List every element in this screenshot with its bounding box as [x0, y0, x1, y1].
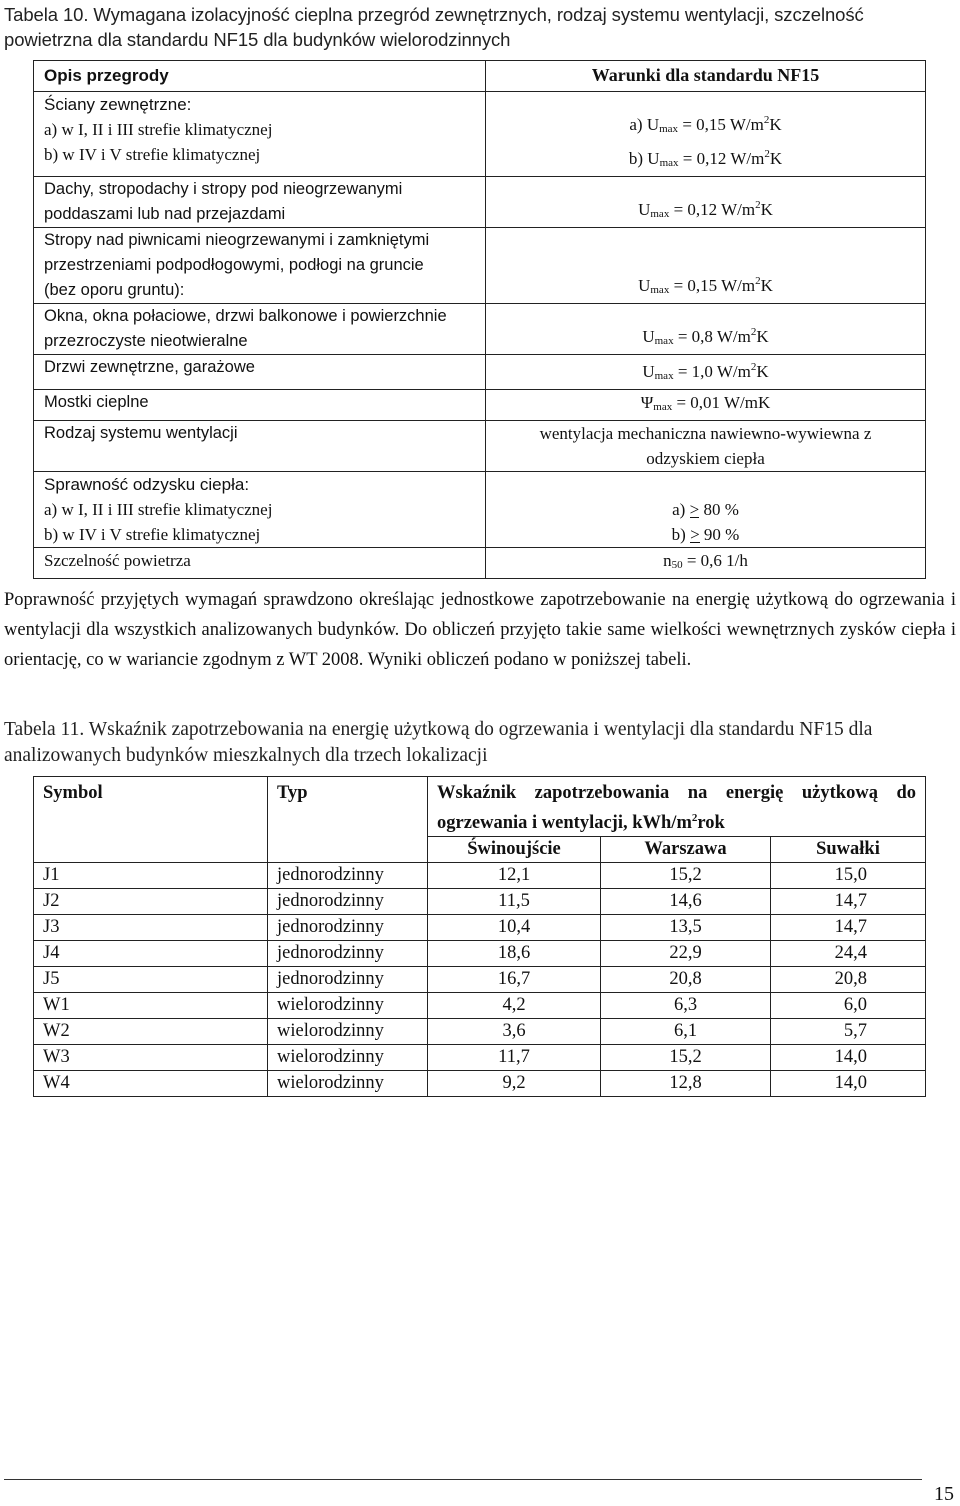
table11-row	[34, 1071, 926, 1097]
row-condition	[486, 304, 926, 355]
row-description	[34, 421, 486, 472]
row-symbol: W3	[34, 1045, 268, 1071]
header-indicator	[428, 777, 926, 837]
table11-caption: Tabela 11. Wskaźnik zapotrzebowania na energię użytkową do ogrzewania i wentylacji dla standardu NF15 dla analizowanych budynków mieszkalnych dla trzech lokalizacji	[4, 719, 873, 766]
value-subscript: max	[653, 401, 673, 413]
row-value: 15,2	[601, 863, 771, 889]
recovery-value	[496, 522, 915, 547]
condition-value	[496, 390, 915, 420]
value-main: = 0,8 W/m	[673, 327, 751, 346]
location-header: Warszawa	[601, 837, 771, 863]
table10-caption: Tabela 10. Wymagana izolacyjność cieplna przegród zewnętrznych, rodzaj systemu wentylacji, szczelność powietrzna dla standardu NF15 dla budynków wielorodzinnych	[4, 4, 864, 50]
description-line: b) w IV i V strefie klimatycznej	[44, 145, 261, 164]
description-line: Okna, okna połaciowe, drzwi balkonowe i powierzchnie	[44, 307, 447, 325]
row-value: 12,8	[601, 1071, 771, 1097]
indicator-superscript: 2	[691, 812, 698, 824]
row-value: 12,1	[428, 863, 601, 889]
table10-row	[34, 92, 926, 177]
value-main: = 1,0 W/m	[673, 362, 751, 381]
header-opis-przegrody: Opis przegrody	[34, 61, 486, 92]
row-symbol: J3	[34, 915, 268, 941]
table11-row	[34, 915, 926, 941]
condition-value	[496, 548, 915, 578]
row-value: 6,1	[601, 1019, 771, 1045]
value-unit: K	[760, 276, 773, 295]
row-description	[34, 92, 486, 177]
table11-row	[34, 1019, 926, 1045]
row-typ: jednorodzinny	[268, 941, 428, 967]
description-line: Dachy, stropodachy i stropy pod nieogrzewanymi	[44, 180, 403, 198]
row-symbol: J2	[34, 889, 268, 915]
row-description	[34, 177, 486, 228]
footer-rule	[4, 1479, 922, 1480]
value-main: = 0,12 W/m	[678, 149, 765, 168]
description-line: a) w I, II i III strefie klimatycznej	[44, 120, 273, 139]
row-value: 14,0	[771, 1045, 926, 1071]
row-typ: wielorodzinny	[268, 1071, 428, 1097]
page-number: 15	[934, 1483, 954, 1505]
table11-row	[34, 863, 926, 889]
table11-row	[34, 993, 926, 1019]
ventilation-type: odzyskiem ciepła	[646, 449, 765, 468]
value-prefix: U	[638, 276, 651, 295]
table10-row	[34, 355, 926, 390]
row-value: 9,2	[428, 1071, 601, 1097]
row-typ: wielorodzinny	[268, 1045, 428, 1071]
description-line: przezroczyste nieotwieralne	[44, 332, 248, 350]
value-prefix: a) U	[629, 115, 660, 134]
location-header: Świnoujście	[428, 837, 601, 863]
recovery-percent: 80 %	[699, 500, 739, 519]
value-main: = 0,15 W/m	[678, 115, 764, 134]
row-value: 4,2	[428, 993, 601, 1019]
row-condition	[486, 548, 926, 579]
row-value: 16,7	[428, 967, 601, 993]
value-superscript: 2	[755, 199, 761, 211]
value-main: = 0,12 W/m	[669, 200, 756, 219]
row-typ: jednorodzinny	[268, 967, 428, 993]
row-typ: jednorodzinny	[268, 863, 428, 889]
row-symbol: J4	[34, 941, 268, 967]
row-value: 18,6	[428, 941, 601, 967]
row-value: 11,7	[428, 1045, 601, 1071]
description-line: Szczelność powietrza	[44, 551, 191, 570]
description-line: Stropy nad piwnicami nieogrzewanymi i zamkniętymi	[44, 231, 430, 249]
value-unit: K	[760, 200, 773, 219]
row-symbol: W1	[34, 993, 268, 1019]
table10-row	[34, 421, 926, 472]
table11	[33, 776, 926, 1097]
description-line: Ściany zewnętrzne:	[44, 95, 192, 114]
value-superscript: 2	[750, 326, 757, 338]
indicator-text: Wskaźnik zapotrzebowania na energię użytkową do ogrzewania i wentylacji, kWh/m	[437, 783, 916, 833]
header-symbol: Symbol	[34, 777, 268, 863]
row-value: 24,4	[771, 941, 926, 967]
row-value: 15,2	[601, 1045, 771, 1071]
row-condition	[486, 390, 926, 421]
recovery-label: a)	[672, 500, 690, 519]
row-value: 5,7	[771, 1019, 926, 1045]
table10-row	[34, 177, 926, 228]
row-typ: wielorodzinny	[268, 993, 428, 1019]
value-subscript: max	[654, 370, 674, 382]
row-condition	[486, 177, 926, 228]
value-subscript: max	[659, 157, 679, 169]
row-value: 14,0	[771, 1071, 926, 1097]
description-line: Sprawność odzysku ciepła:	[44, 475, 250, 494]
table10-row	[34, 548, 926, 579]
row-value: 3,6	[428, 1019, 601, 1045]
value-superscript: 2	[764, 148, 770, 160]
table11-row	[34, 941, 926, 967]
table10-header-row	[34, 61, 926, 92]
row-value: 11,5	[428, 889, 601, 915]
table10-row	[34, 304, 926, 355]
body-paragraph: Poprawność przyjętych wymagań sprawdzono określając jednostkowe zapotrzebowanie na energię użytkową do ogrzewania i wentylacji dla wszystkich analizowanych budynków. Do obliczeń przyjęto takie same wielkości wewnętrznych zysków ciepła i orientację, co w wariancie zgodnym z WT 2008. Wyniki obliczeń podano w poniższej tabeli.	[4, 590, 956, 670]
header-warunki: Warunki dla standardu NF15	[486, 61, 926, 92]
condition-value	[496, 193, 915, 227]
value-superscript: 2	[750, 361, 757, 373]
value-prefix: U	[642, 362, 655, 381]
row-typ: jednorodzinny	[268, 889, 428, 915]
row-description	[34, 304, 486, 355]
indicator-unit: rok	[697, 813, 725, 833]
table10-row	[34, 390, 926, 421]
row-value: 20,8	[771, 967, 926, 993]
row-value: 10,4	[428, 915, 601, 941]
table10	[33, 60, 926, 579]
description-line: Rodzaj systemu wentylacji	[44, 424, 238, 442]
table11-row	[34, 889, 926, 915]
table11-header-row	[34, 777, 926, 837]
description-line: b) w IV i V strefie klimatycznej	[44, 525, 261, 544]
row-value: 6,0	[771, 993, 926, 1019]
description-line: poddaszami lub nad przejazdami	[44, 205, 286, 223]
row-value: 14,7	[771, 915, 926, 941]
condition-value	[496, 355, 915, 389]
table10-row	[34, 228, 926, 304]
row-description	[34, 390, 486, 421]
table10-row	[34, 472, 926, 548]
row-value: 14,6	[601, 889, 771, 915]
row-value: 15,0	[771, 863, 926, 889]
row-value: 14,7	[771, 889, 926, 915]
value-superscript: 2	[755, 275, 761, 287]
row-symbol: J1	[34, 863, 268, 889]
value-prefix: Ψ	[640, 393, 654, 412]
value-unit: K	[769, 149, 783, 168]
row-condition	[486, 355, 926, 390]
value-unit: K	[756, 362, 769, 381]
row-value: 6,3	[601, 993, 771, 1019]
header-typ: Typ	[268, 777, 428, 863]
recovery-value	[496, 497, 915, 522]
condition-value	[496, 269, 915, 303]
row-condition	[486, 472, 926, 548]
recovery-label: b)	[671, 525, 691, 544]
row-condition	[486, 421, 926, 472]
description-line: przestrzeniami podpodłogowymi, podłogi na gruncie	[44, 256, 424, 274]
description-line: (bez oporu gruntu):	[44, 281, 185, 299]
condition-value	[496, 320, 915, 354]
value-subscript: max	[650, 208, 670, 220]
value-prefix: b) U	[628, 149, 660, 168]
value-prefix: n	[663, 551, 672, 570]
value-main: = 0,01 W/mK	[672, 393, 771, 412]
table11-row	[34, 967, 926, 993]
description-line: a) w I, II i III strefie klimatycznej	[44, 500, 273, 519]
value-subscript: max	[654, 335, 674, 347]
row-condition	[486, 92, 926, 177]
value-unit: K	[769, 115, 782, 134]
description-line: Drzwi zewnętrzne, garażowe	[44, 358, 255, 376]
row-value: 22,9	[601, 941, 771, 967]
ventilation-type: wentylacja mechaniczna nawiewno-wywiewna z	[539, 424, 872, 443]
row-condition	[486, 228, 926, 304]
row-value: 20,8	[601, 967, 771, 993]
greater-equal-symbol: >	[690, 525, 700, 544]
row-description	[34, 228, 486, 304]
row-description	[34, 548, 486, 579]
row-symbol: W2	[34, 1019, 268, 1045]
row-symbol: J5	[34, 967, 268, 993]
value-main: = 0,6 1/h	[682, 551, 748, 570]
condition-value	[496, 142, 915, 176]
greater-equal-symbol: >	[689, 500, 700, 519]
value-main: = 0,15 W/m	[669, 276, 756, 295]
value-subscript: 50	[671, 559, 683, 571]
row-description	[34, 472, 486, 548]
value-subscript: max	[659, 123, 679, 135]
value-unit: K	[756, 327, 769, 346]
location-header: Suwałki	[771, 837, 926, 863]
value-subscript: max	[650, 284, 670, 296]
row-typ: wielorodzinny	[268, 1019, 428, 1045]
table11-row	[34, 1045, 926, 1071]
row-description	[34, 355, 486, 390]
description-line: Mostki cieplne	[44, 393, 149, 411]
row-typ: jednorodzinny	[268, 915, 428, 941]
value-prefix: U	[638, 200, 651, 219]
recovery-percent: 90 %	[699, 525, 740, 544]
value-prefix: U	[642, 327, 655, 346]
condition-value	[496, 108, 915, 142]
value-superscript: 2	[763, 114, 770, 126]
row-symbol: W4	[34, 1071, 268, 1097]
row-value: 13,5	[601, 915, 771, 941]
